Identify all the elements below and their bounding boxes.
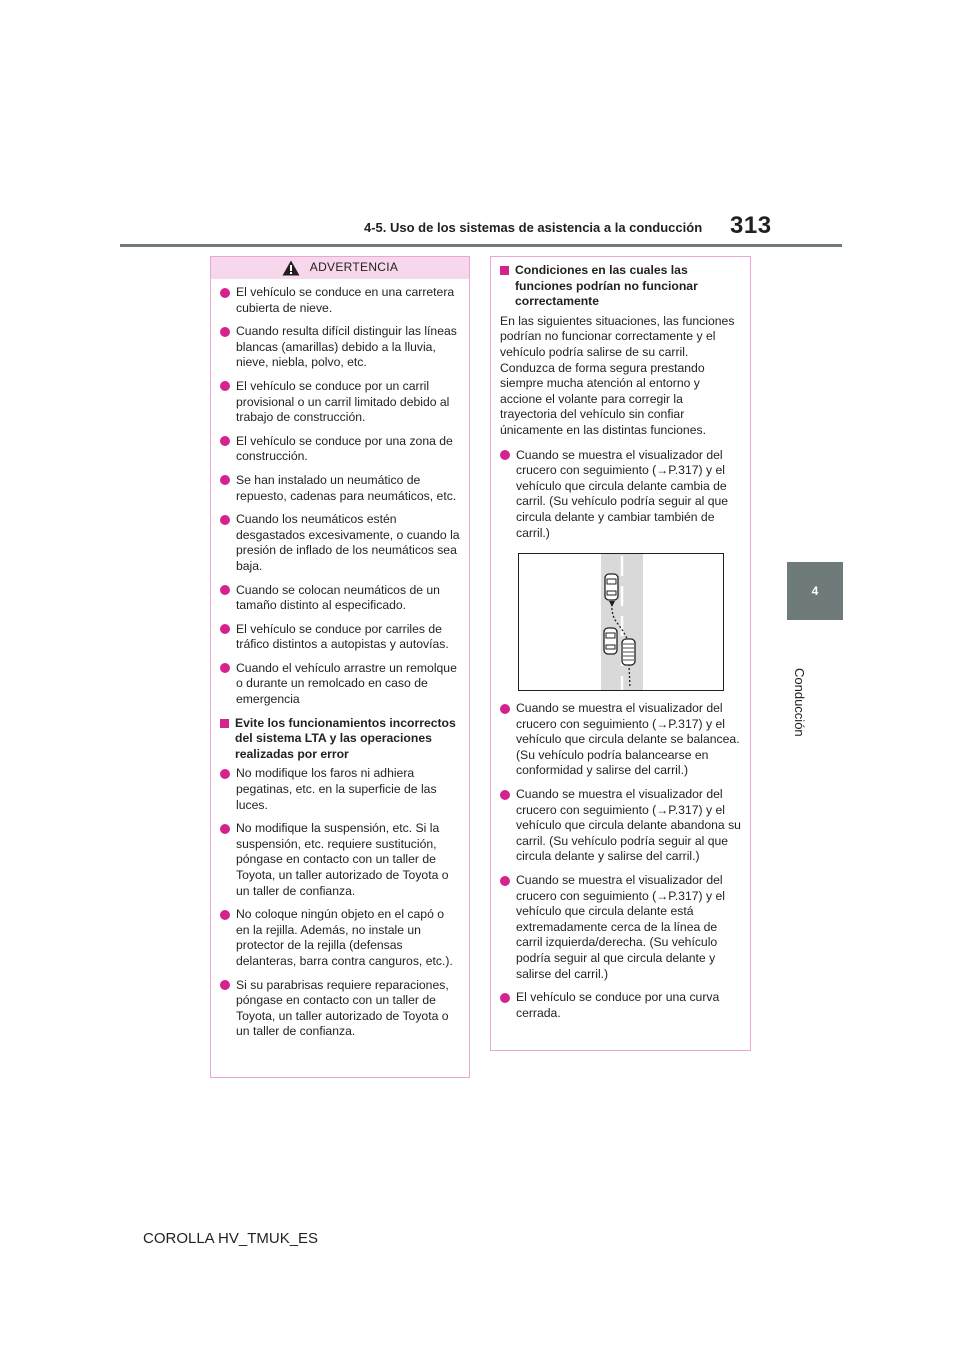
conditions-intro: En las siguientes situaciones, las funciones podrían no funcionar correctamente y el vehículo podría salirse de su carril. Conduzca de forma segura prestando siempre mucha atención al entorno y accione el volante para corregir la trayectoria del vehículo sin confiar únicamente en las distintas funciones. bbox=[500, 313, 735, 437]
magenta-dot-icon bbox=[500, 704, 510, 714]
conditions-heading: Condiciones en las cuales las funciones podrían no funcionar correctamente bbox=[500, 263, 741, 310]
list-item: Cuando resulta difícil distinguir las líneas blancas (amarillas) debido a la lluvia, nieve, niebla, polvo, etc. bbox=[220, 324, 460, 371]
list-item: Cuando los neumáticos estén desgastados excesivamente, o cuando la presión de inflado de los neumáticos sea baja. bbox=[220, 512, 460, 574]
magenta-dot-icon bbox=[500, 876, 510, 886]
chapter-tab[interactable] bbox=[787, 562, 843, 620]
list-item: No coloque ningún objeto en el capó o en la rejilla. Además, no instale un protector de la rejilla (defensas delanteras, barra contra canguros, etc.). bbox=[220, 907, 460, 969]
right-arrow-icon: → bbox=[656, 802, 669, 817]
warning-title: ADVERTENCIA bbox=[309, 260, 399, 275]
lead-car-icon bbox=[605, 574, 618, 600]
magenta-dot-icon bbox=[220, 663, 230, 673]
list-item: Cuando se colocan neumáticos de un tamaño distinto al especificado. bbox=[220, 583, 460, 614]
magenta-dot-icon bbox=[220, 824, 230, 834]
lane-change-diagram bbox=[518, 553, 724, 691]
page-number: 313 bbox=[730, 212, 772, 239]
list-item: Si su parabrisas requiere reparaciones, póngase en contacto con un taller de Toyota, un taller autorizado de Toyota o un taller de confianza. bbox=[220, 978, 460, 1040]
section-heading: Evite los funcionamientos incorrectos del sistema LTA y las operaciones realizadas por error bbox=[220, 716, 460, 763]
page-reference-link[interactable]: P.317 bbox=[668, 463, 699, 478]
magenta-dot-icon bbox=[220, 980, 230, 990]
footer-model: COROLLA HV_TMUK_ES bbox=[143, 1230, 319, 1247]
section-title: 4-5. Uso de los sistemas de asistencia a la conducción bbox=[364, 220, 703, 235]
magenta-dot-icon bbox=[500, 450, 510, 460]
warning-header bbox=[211, 257, 469, 279]
list-item: Cuando se muestra el visualizador del crucero con seguimiento (→P.317) y el vehículo que circula delante está extremadamente cerca de la línea de carril izquierda/derecha. (Su vehículo podría seguir al que circula delante y salirse del carril.) bbox=[500, 873, 741, 982]
list-item: El vehículo se conduce por una curva cerrada. bbox=[500, 990, 741, 1021]
stopped-car-icon bbox=[604, 628, 617, 654]
list-item: El vehículo se conduce en una carretera cubierta de nieve. bbox=[220, 285, 460, 316]
magenta-dot-icon bbox=[500, 790, 510, 800]
right-arrow-icon: → bbox=[656, 716, 669, 731]
list-item: Cuando el vehículo arrastre un remolque o durante un remolcado en caso de emergencia bbox=[220, 661, 460, 708]
magenta-square-icon bbox=[220, 719, 229, 728]
page-reference-link[interactable]: P.317 bbox=[668, 802, 699, 817]
list-item: Cuando se muestra el visualizador del crucero con seguimiento (→P.317) y el vehículo que circula delante cambia de carril. (Su vehículo podría seguir al que circula delante y cambiar también de carril.) bbox=[500, 448, 741, 542]
warning-box bbox=[210, 256, 470, 1078]
right-arrow-icon: → bbox=[656, 888, 669, 903]
magenta-dot-icon bbox=[220, 585, 230, 595]
page-reference-link[interactable]: P.317 bbox=[668, 888, 699, 903]
magenta-dot-icon bbox=[220, 769, 230, 779]
warning-triangle-icon bbox=[282, 260, 300, 276]
magenta-dot-icon bbox=[220, 475, 230, 485]
magenta-dot-icon bbox=[220, 910, 230, 920]
list-item: No modifique los faros ni adhiera pegatinas, etc. en la superficie de las luces. bbox=[220, 766, 460, 813]
page-reference-link[interactable]: P.317 bbox=[668, 716, 699, 731]
chapter-label: Conducción bbox=[792, 668, 807, 737]
magenta-dot-icon bbox=[220, 436, 230, 446]
magenta-dot-icon bbox=[220, 381, 230, 391]
magenta-dot-icon bbox=[220, 515, 230, 525]
magenta-dot-icon bbox=[220, 327, 230, 337]
magenta-dot-icon bbox=[220, 624, 230, 634]
chapter-number: 4 bbox=[811, 584, 819, 598]
list-item: No modifique la suspensión, etc. Si la suspensión, etc. requiere sustitución, póngase en contacto con un taller de Toyota, un taller autorizado de Toyota o un taller de confianza. bbox=[220, 821, 460, 899]
magenta-square-icon bbox=[500, 266, 509, 275]
list-item: El vehículo se conduce por una zona de construcción. bbox=[220, 434, 460, 465]
magenta-dot-icon bbox=[500, 993, 510, 1003]
right-arrow-icon: → bbox=[656, 463, 669, 478]
magenta-dot-icon bbox=[220, 288, 230, 298]
own-car-icon bbox=[622, 639, 635, 665]
list-item: El vehículo se conduce por un carril provisional o un carril limitado debido al trabajo de construcción. bbox=[220, 379, 460, 426]
list-item: Cuando se muestra el visualizador del crucero con seguimiento (→P.317) y el vehículo que circula delante se balancea. (Su vehículo podría balancearse en conformidad y salirse del carril.) bbox=[500, 701, 741, 779]
conditions-box bbox=[490, 256, 751, 1051]
lane-diagram-svg bbox=[519, 554, 723, 690]
header-rule bbox=[120, 244, 842, 247]
list-item: El vehículo se conduce por carriles de tráfico distintos a autopistas y autovías. bbox=[220, 622, 460, 653]
list-item: Cuando se muestra el visualizador del crucero con seguimiento (→P.317) y el vehículo que circula delante abandona su carril. (Su vehículo podría seguir al que circula delante y salirse del carril.) bbox=[500, 787, 741, 865]
list-item: Se han instalado un neumático de repuesto, cadenas para neumáticos, etc. bbox=[220, 473, 460, 504]
